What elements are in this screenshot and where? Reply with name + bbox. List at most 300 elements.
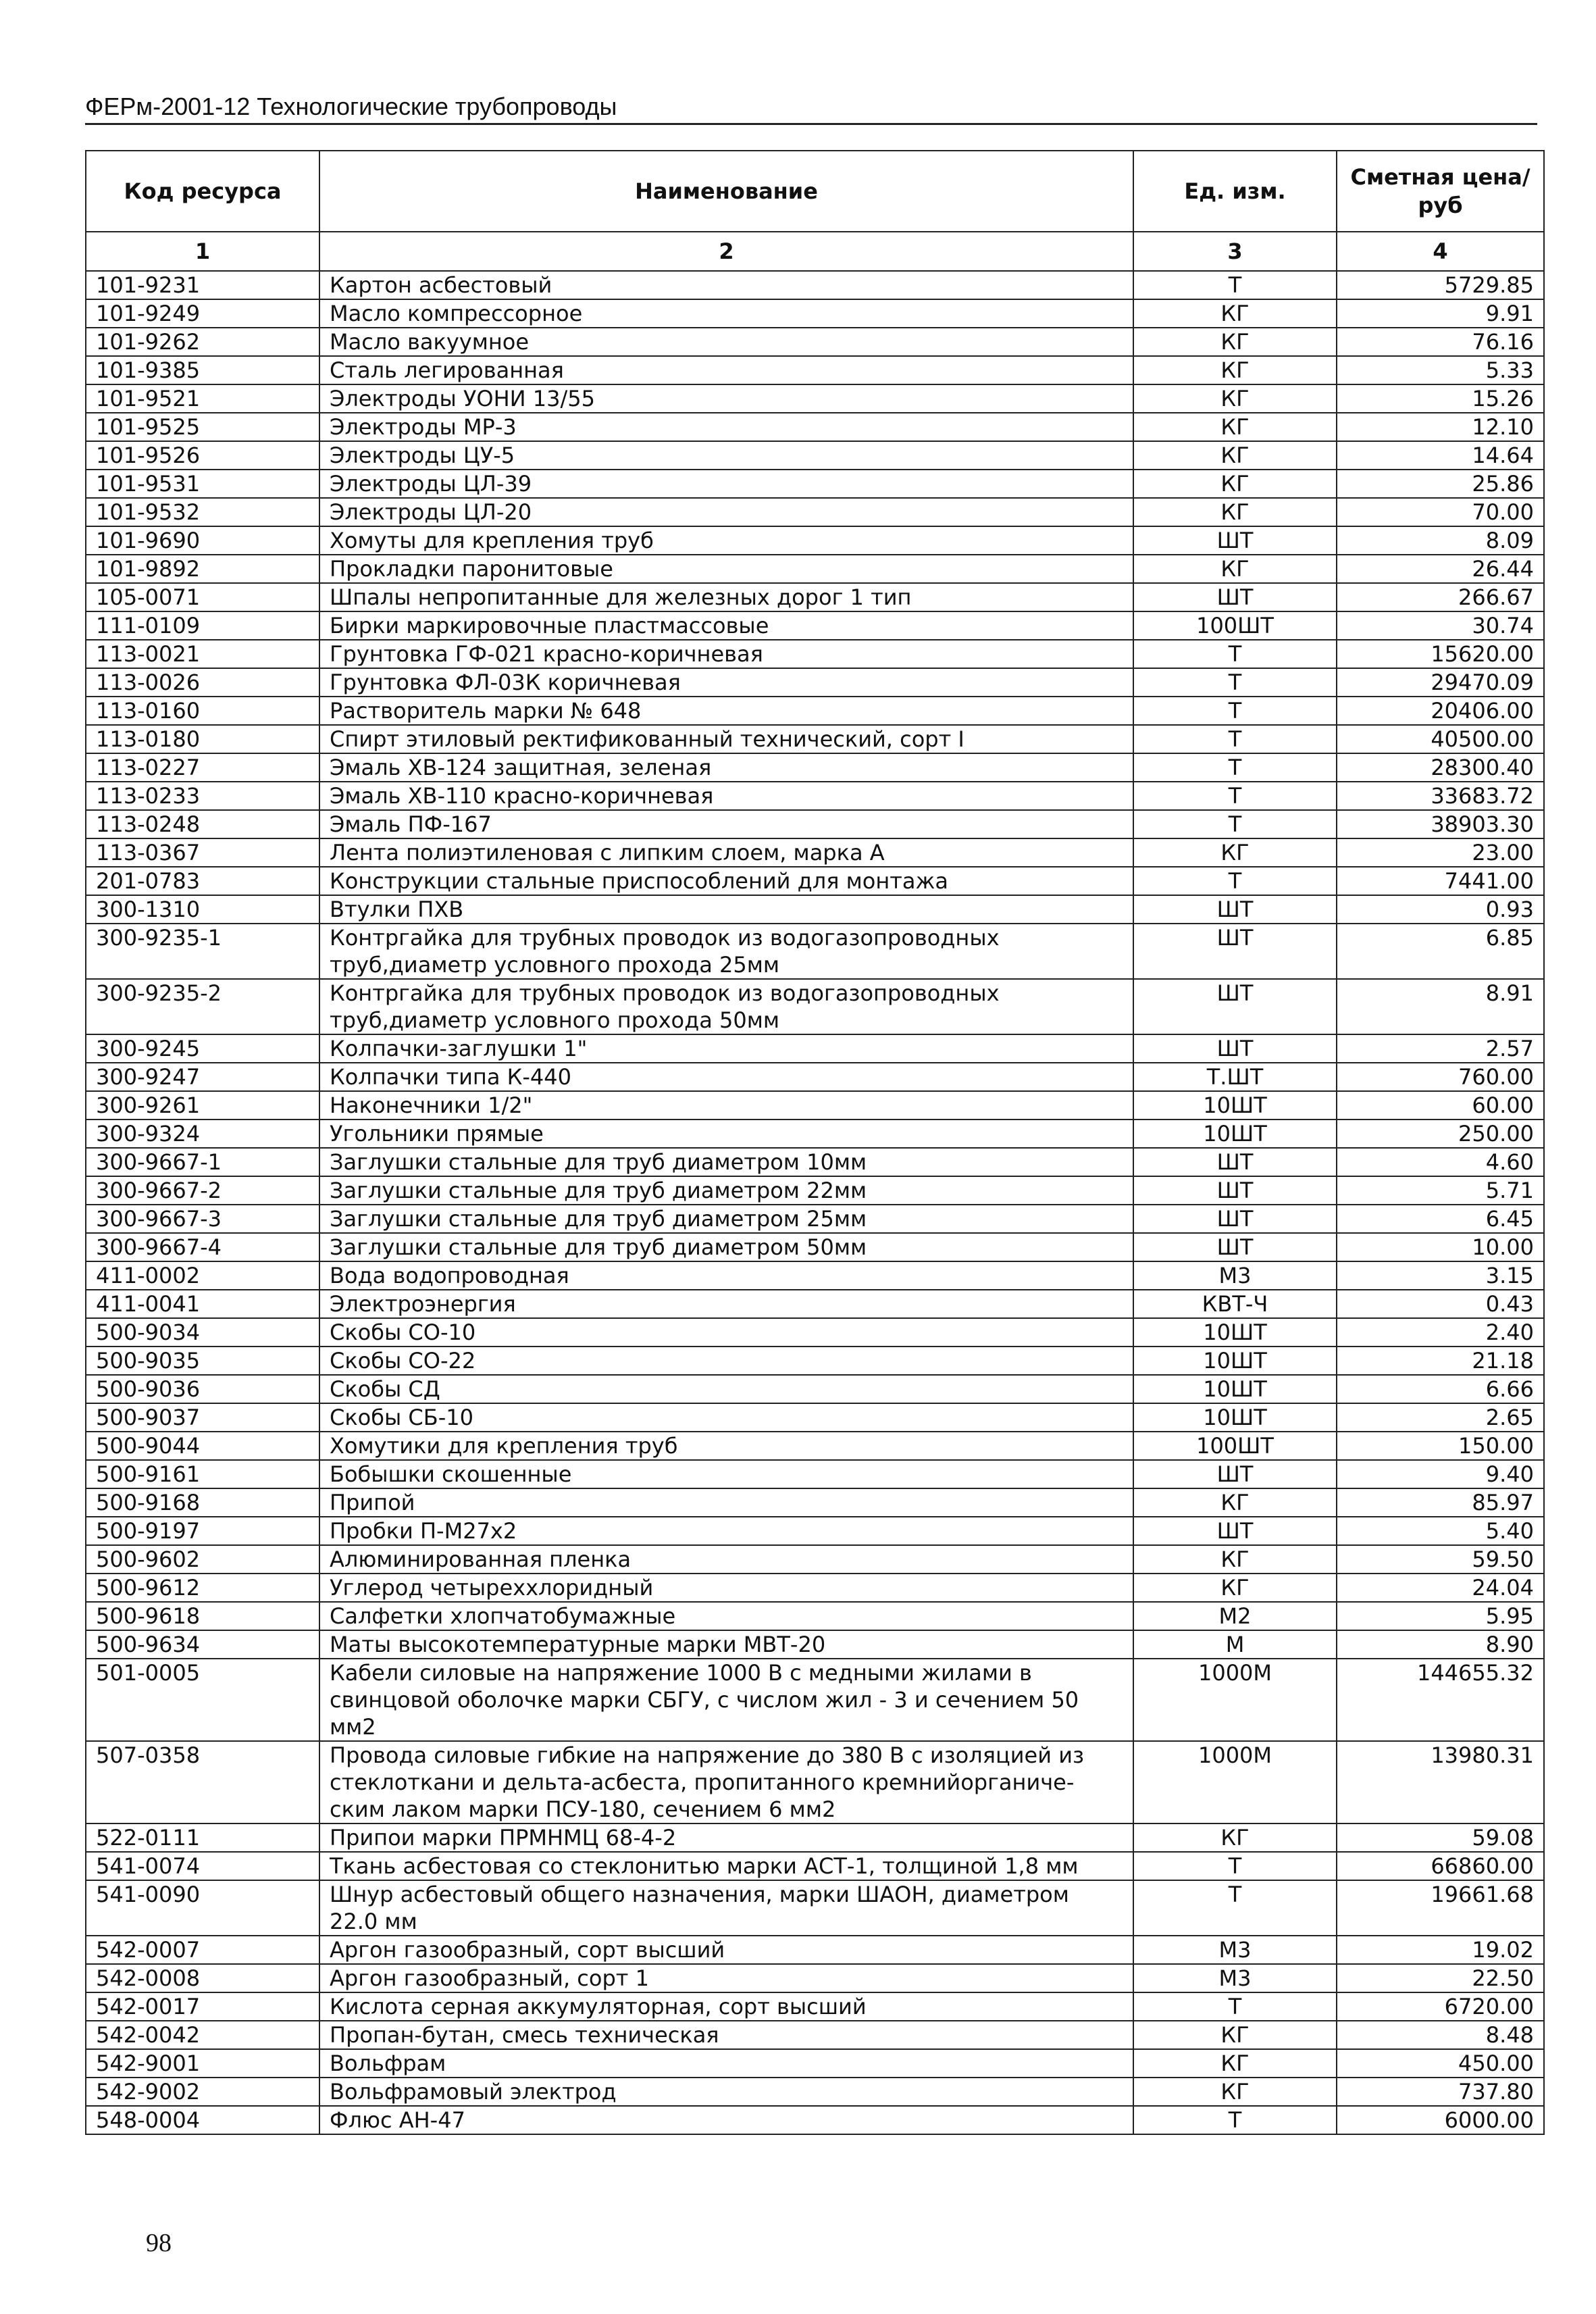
resource-unit: КГ <box>1133 328 1337 356</box>
table-row <box>86 1034 1544 1063</box>
table-row <box>86 2021 1544 2049</box>
resource-code: 300-9245 <box>86 1034 319 1063</box>
column-header-unit: Ед. изм. <box>1133 151 1337 232</box>
resource-unit: КГ <box>1133 356 1337 384</box>
resource-name: Хомуты для крепления труб <box>319 526 1133 555</box>
resource-code: 113-0180 <box>86 725 319 753</box>
resource-price: 6.85 <box>1337 924 1544 979</box>
table-row <box>86 526 1544 555</box>
table-row <box>86 1488 1544 1517</box>
table-row <box>86 2106 1544 2134</box>
resource-unit: КГ <box>1133 470 1337 498</box>
table-row <box>86 1823 1544 1852</box>
resource-name: Наконечники 1/2" <box>319 1091 1133 1120</box>
resource-name: Эмаль ПФ-167 <box>319 810 1133 838</box>
table-row <box>86 1347 1544 1375</box>
table-row <box>86 668 1544 697</box>
resource-price: 10.00 <box>1337 1233 1544 1261</box>
table-row <box>86 441 1544 470</box>
resource-name: Заглушки стальные для труб диаметром 10мм <box>319 1148 1133 1176</box>
resource-unit: КГ <box>1133 1488 1337 1517</box>
resource-name: Скобы СО-22 <box>319 1347 1133 1375</box>
table-row <box>86 1148 1544 1176</box>
column-header-code: Код ресурса <box>86 151 319 232</box>
resource-code: 542-0008 <box>86 1964 319 1992</box>
resource-price: 2.57 <box>1337 1034 1544 1063</box>
resource-unit: Т <box>1133 2106 1337 2134</box>
resource-name: Флюс АН-47 <box>319 2106 1133 2134</box>
resource-price: 24.04 <box>1337 1574 1544 1602</box>
resource-name: Электроды МР-3 <box>319 413 1133 441</box>
table-row <box>86 1992 1544 2021</box>
resource-code: 101-9690 <box>86 526 319 555</box>
resource-price: 6720.00 <box>1337 1992 1544 2021</box>
resource-unit: ШТ <box>1133 1148 1337 1176</box>
resource-name: Электроды ЦУ-5 <box>319 441 1133 470</box>
column-header-price: Сметная цена/руб <box>1337 151 1544 232</box>
resource-price: 6.66 <box>1337 1375 1544 1403</box>
resource-unit: Т <box>1133 1852 1337 1880</box>
table-row <box>86 1517 1544 1545</box>
resource-unit: 100ШТ <box>1133 611 1337 640</box>
resource-name: Бирки маркировочные пластмассовые <box>319 611 1133 640</box>
resource-price: 66860.00 <box>1337 1852 1544 1880</box>
resource-name: Электроды УОНИ 13/55 <box>319 384 1133 413</box>
resource-price: 30.74 <box>1337 611 1544 640</box>
resource-price: 15.26 <box>1337 384 1544 413</box>
resource-name: Пробки П-М27х2 <box>319 1517 1133 1545</box>
table-row <box>86 1574 1544 1602</box>
resource-code: 411-0002 <box>86 1261 319 1290</box>
resource-price: 28300.40 <box>1337 753 1544 782</box>
table-row <box>86 384 1544 413</box>
table-row <box>86 1403 1544 1432</box>
resource-price: 70.00 <box>1337 498 1544 526</box>
resource-code: 101-9231 <box>86 271 319 299</box>
resource-price: 8.91 <box>1337 979 1544 1034</box>
resource-name: Скобы СО-10 <box>319 1318 1133 1347</box>
resource-name: Контргайка для трубных проводок из водогазопроводных труб,диаметр условного прохода 50мм <box>319 979 1133 1034</box>
resource-code: 522-0111 <box>86 1823 319 1852</box>
resource-code: 113-0021 <box>86 640 319 668</box>
resource-price: 5.33 <box>1337 356 1544 384</box>
resource-name: Грунтовка ФЛ-03К коричневая <box>319 668 1133 697</box>
table-body <box>86 271 1544 2134</box>
resource-unit: Т <box>1133 867 1337 895</box>
resource-name: Шпалы непропитанные для железных дорог 1 тип <box>319 583 1133 611</box>
resource-name: Вольфрам <box>319 2049 1133 2078</box>
table-row <box>86 1375 1544 1403</box>
table-row <box>86 1176 1544 1205</box>
resource-name: Аргон газообразный, сорт 1 <box>319 1964 1133 1992</box>
table-row <box>86 328 1544 356</box>
resource-unit: ШТ <box>1133 924 1337 979</box>
resource-code: 113-0227 <box>86 753 319 782</box>
resource-name: Электроэнергия <box>319 1290 1133 1318</box>
resource-code: 101-9262 <box>86 328 319 356</box>
resource-code: 113-0233 <box>86 782 319 810</box>
resource-name: Хомутики для крепления труб <box>319 1432 1133 1460</box>
table-row <box>86 2078 1544 2106</box>
column-number-row <box>86 232 1544 271</box>
resource-code: 300-9667-1 <box>86 1148 319 1176</box>
resource-code: 500-9034 <box>86 1318 319 1347</box>
resource-unit: Т <box>1133 810 1337 838</box>
resource-name: Ткань асбестовая со стеклонитью марки АСТ-1, толщиной 1,8 мм <box>319 1852 1133 1880</box>
resource-unit: КГ <box>1133 413 1337 441</box>
resource-name: Алюминированная пленка <box>319 1545 1133 1574</box>
resource-price: 250.00 <box>1337 1120 1544 1148</box>
resource-price: 737.80 <box>1337 2078 1544 2106</box>
column-header-name: Наименование <box>319 151 1133 232</box>
resource-unit: КГ <box>1133 441 1337 470</box>
resource-code: 300-9667-3 <box>86 1205 319 1233</box>
resource-unit: КГ <box>1133 498 1337 526</box>
resource-name: Угольники прямые <box>319 1120 1133 1148</box>
resource-unit: М3 <box>1133 1936 1337 1964</box>
resource-unit: КГ <box>1133 1574 1337 1602</box>
resource-name: Бобышки скошенные <box>319 1460 1133 1488</box>
resource-name: Втулки ПХВ <box>319 895 1133 924</box>
resource-name: Конструкции стальные приспособлений для монтажа <box>319 867 1133 895</box>
table-row <box>86 895 1544 924</box>
table-row <box>86 2049 1544 2078</box>
table-row <box>86 753 1544 782</box>
resource-price: 19661.68 <box>1337 1880 1544 1936</box>
table-row <box>86 1120 1544 1148</box>
resource-name: Углерод четыреххлоридный <box>319 1574 1133 1602</box>
resource-name: Грунтовка ГФ-021 красно-коричневая <box>319 640 1133 668</box>
resource-code: 113-0026 <box>86 668 319 697</box>
resource-unit: КГ <box>1133 1545 1337 1574</box>
resource-unit: 10ШТ <box>1133 1091 1337 1120</box>
resource-price: 8.90 <box>1337 1630 1544 1659</box>
resource-price: 5.40 <box>1337 1517 1544 1545</box>
resource-price: 38903.30 <box>1337 810 1544 838</box>
table-row <box>86 1880 1544 1936</box>
resource-price: 760.00 <box>1337 1063 1544 1091</box>
resource-unit: ШТ <box>1133 526 1337 555</box>
resource-price: 13980.31 <box>1337 1741 1544 1823</box>
resource-name: Эмаль ХВ-124 защитная, зеленая <box>319 753 1133 782</box>
resource-code: 113-0160 <box>86 697 319 725</box>
table-row <box>86 1852 1544 1880</box>
resource-code: 300-9667-4 <box>86 1233 319 1261</box>
resource-code: 300-9235-2 <box>86 979 319 1034</box>
table-row <box>86 1318 1544 1347</box>
resource-code: 300-1310 <box>86 895 319 924</box>
resource-code: 101-9521 <box>86 384 319 413</box>
column-number-4: 4 <box>1337 232 1544 271</box>
resource-code: 500-9037 <box>86 1403 319 1432</box>
resource-price-table <box>85 150 1545 2135</box>
resource-code: 542-0017 <box>86 1992 319 2021</box>
resource-price: 144655.32 <box>1337 1659 1544 1741</box>
table-row <box>86 1233 1544 1261</box>
resource-unit: ШТ <box>1133 1517 1337 1545</box>
resource-name: Шнур асбестовый общего назначения, марки ШАОН, диаметром 22.0 мм <box>319 1880 1133 1936</box>
resource-unit: КГ <box>1133 2078 1337 2106</box>
resource-name: Вольфрамовый электрод <box>319 2078 1133 2106</box>
table-row <box>86 299 1544 328</box>
resource-name: Колпачки-заглушки 1" <box>319 1034 1133 1063</box>
resource-code: 541-0074 <box>86 1852 319 1880</box>
resource-price: 8.09 <box>1337 526 1544 555</box>
resource-unit: 10ШТ <box>1133 1403 1337 1432</box>
table-row <box>86 725 1544 753</box>
resource-price: 5.95 <box>1337 1602 1544 1630</box>
resource-price: 60.00 <box>1337 1091 1544 1120</box>
resource-price: 5729.85 <box>1337 271 1544 299</box>
resource-code: 201-0783 <box>86 867 319 895</box>
resource-code: 507-0358 <box>86 1741 319 1823</box>
resource-name: Электроды ЦЛ-39 <box>319 470 1133 498</box>
resource-code: 111-0109 <box>86 611 319 640</box>
resource-name: Электроды ЦЛ-20 <box>319 498 1133 526</box>
resource-price: 85.97 <box>1337 1488 1544 1517</box>
resource-price: 8.48 <box>1337 2021 1544 2049</box>
table-row <box>86 583 1544 611</box>
resource-name: Сталь легированная <box>319 356 1133 384</box>
resource-name: Эмаль ХВ-110 красно-коричневая <box>319 782 1133 810</box>
table-row <box>86 924 1544 979</box>
resource-unit: М3 <box>1133 1964 1337 1992</box>
resource-unit: 1000М <box>1133 1741 1337 1823</box>
resource-price: 6.45 <box>1337 1205 1544 1233</box>
resource-code: 542-9002 <box>86 2078 319 2106</box>
resource-unit: КГ <box>1133 384 1337 413</box>
table-row <box>86 271 1544 299</box>
page-header: ФЕРм-2001-12 Технологические трубопроводы <box>85 93 1537 125</box>
resource-code: 500-9168 <box>86 1488 319 1517</box>
resource-unit: Т <box>1133 271 1337 299</box>
resource-code: 500-9618 <box>86 1602 319 1630</box>
resource-code: 500-9036 <box>86 1375 319 1403</box>
resource-code: 500-9197 <box>86 1517 319 1545</box>
resource-unit: 100ШТ <box>1133 1432 1337 1460</box>
resource-code: 101-9532 <box>86 498 319 526</box>
resource-price: 2.40 <box>1337 1318 1544 1347</box>
table-row <box>86 1290 1544 1318</box>
resource-code: 113-0248 <box>86 810 319 838</box>
resource-code: 300-9247 <box>86 1063 319 1091</box>
resource-code: 101-9531 <box>86 470 319 498</box>
table-row <box>86 1602 1544 1630</box>
resource-unit: Т.ШТ <box>1133 1063 1337 1091</box>
resource-unit: Т <box>1133 753 1337 782</box>
resource-price: 21.18 <box>1337 1347 1544 1375</box>
resource-code: 542-9001 <box>86 2049 319 2078</box>
resource-price: 2.65 <box>1337 1403 1544 1432</box>
resource-name: Масло компрессорное <box>319 299 1133 328</box>
table-row <box>86 413 1544 441</box>
resource-name: Заглушки стальные для труб диаметром 25мм <box>319 1205 1133 1233</box>
resource-name: Аргон газообразный, сорт высший <box>319 1936 1133 1964</box>
table-row <box>86 1432 1544 1460</box>
resource-unit: Т <box>1133 782 1337 810</box>
table-row <box>86 1205 1544 1233</box>
resource-price: 9.91 <box>1337 299 1544 328</box>
table-row <box>86 1261 1544 1290</box>
resource-price: 20406.00 <box>1337 697 1544 725</box>
resource-code: 300-9261 <box>86 1091 319 1120</box>
resource-price: 450.00 <box>1337 2049 1544 2078</box>
page-number: 98 <box>146 2229 172 2257</box>
table-row <box>86 979 1544 1034</box>
resource-name: Колпачки типа К-440 <box>319 1063 1133 1091</box>
resource-price: 23.00 <box>1337 838 1544 867</box>
resource-price: 9.40 <box>1337 1460 1544 1488</box>
resource-unit: М2 <box>1133 1602 1337 1630</box>
resource-price: 150.00 <box>1337 1432 1544 1460</box>
resource-code: 101-9249 <box>86 299 319 328</box>
column-number-2: 2 <box>319 232 1133 271</box>
resource-code: 500-9035 <box>86 1347 319 1375</box>
resource-unit: КГ <box>1133 838 1337 867</box>
table-row <box>86 356 1544 384</box>
resource-price: 14.64 <box>1337 441 1544 470</box>
resource-code: 105-0071 <box>86 583 319 611</box>
resource-price: 76.16 <box>1337 328 1544 356</box>
resource-code: 541-0090 <box>86 1880 319 1936</box>
resource-unit: ШТ <box>1133 1205 1337 1233</box>
resource-unit: КГ <box>1133 1823 1337 1852</box>
table-row <box>86 1630 1544 1659</box>
resource-name: Вода водопроводная <box>319 1261 1133 1290</box>
resource-unit: Т <box>1133 668 1337 697</box>
resource-price: 266.67 <box>1337 583 1544 611</box>
resource-code: 500-9612 <box>86 1574 319 1602</box>
resource-price: 12.10 <box>1337 413 1544 441</box>
resource-code: 542-0042 <box>86 2021 319 2049</box>
resource-price: 22.50 <box>1337 1964 1544 1992</box>
resource-price: 33683.72 <box>1337 782 1544 810</box>
column-number-1: 1 <box>86 232 319 271</box>
resource-code: 101-9385 <box>86 356 319 384</box>
table-row <box>86 782 1544 810</box>
resource-code: 500-9161 <box>86 1460 319 1488</box>
resource-name: Картон асбестовый <box>319 271 1133 299</box>
resource-code: 101-9526 <box>86 441 319 470</box>
resource-name: Спирт этиловый ректификованный технический, сорт I <box>319 725 1133 753</box>
resource-name: Салфетки хлопчатобумажные <box>319 1602 1133 1630</box>
resource-unit: 10ШТ <box>1133 1120 1337 1148</box>
resource-price: 25.86 <box>1337 470 1544 498</box>
resource-price: 29470.09 <box>1337 668 1544 697</box>
resource-code: 300-9235-1 <box>86 924 319 979</box>
resource-price: 19.02 <box>1337 1936 1544 1964</box>
table-row <box>86 1545 1544 1574</box>
table-row <box>86 498 1544 526</box>
resource-unit: КГ <box>1133 555 1337 583</box>
resource-price: 6000.00 <box>1337 2106 1544 2134</box>
resource-code: 500-9044 <box>86 1432 319 1460</box>
resource-unit: Т <box>1133 640 1337 668</box>
table-row <box>86 838 1544 867</box>
resource-code: 542-0007 <box>86 1936 319 1964</box>
resource-unit: КГ <box>1133 2049 1337 2078</box>
resource-name: Маты высокотемпературные марки МВТ-20 <box>319 1630 1133 1659</box>
resource-unit: ШТ <box>1133 895 1337 924</box>
column-number-3: 3 <box>1133 232 1337 271</box>
table-row <box>86 810 1544 838</box>
resource-code: 113-0367 <box>86 838 319 867</box>
resource-name: Заглушки стальные для труб диаметром 22мм <box>319 1176 1133 1205</box>
resource-code: 411-0041 <box>86 1290 319 1318</box>
resource-unit: Т <box>1133 725 1337 753</box>
table-row <box>86 1659 1544 1741</box>
table-row <box>86 640 1544 668</box>
resource-unit: ШТ <box>1133 1034 1337 1063</box>
resource-name: Прокладки паронитовые <box>319 555 1133 583</box>
resource-unit: Т <box>1133 1880 1337 1936</box>
resource-name: Кабели силовые на напряжение 1000 В с медными жилами в свинцовой оболочке марки СБГУ, с числом жил - 3 и сечением 50 мм2 <box>319 1659 1133 1741</box>
resource-price: 0.93 <box>1337 895 1544 924</box>
table-row <box>86 1091 1544 1120</box>
resource-name: Пропан-бутан, смесь техническая <box>319 2021 1133 2049</box>
resource-name: Растворитель марки № 648 <box>319 697 1133 725</box>
resource-unit: М3 <box>1133 1261 1337 1290</box>
resource-price: 7441.00 <box>1337 867 1544 895</box>
resource-price: 4.60 <box>1337 1148 1544 1176</box>
resource-name: Скобы СБ-10 <box>319 1403 1133 1432</box>
resource-name: Лента полиэтиленовая с липким слоем, марка А <box>319 838 1133 867</box>
table-row <box>86 1460 1544 1488</box>
resource-code: 101-9525 <box>86 413 319 441</box>
table-row <box>86 697 1544 725</box>
resource-unit: Т <box>1133 1992 1337 2021</box>
resource-price: 3.15 <box>1337 1261 1544 1290</box>
resource-unit: КГ <box>1133 299 1337 328</box>
resource-name: Кислота серная аккумуляторная, сорт высший <box>319 1992 1133 2021</box>
table-row <box>86 1964 1544 1992</box>
resource-unit: ШТ <box>1133 1233 1337 1261</box>
resource-price: 0.43 <box>1337 1290 1544 1318</box>
resource-unit: М <box>1133 1630 1337 1659</box>
resource-price: 15620.00 <box>1337 640 1544 668</box>
resource-price: 26.44 <box>1337 555 1544 583</box>
table-row <box>86 611 1544 640</box>
resource-unit: ШТ <box>1133 1460 1337 1488</box>
resource-name: Контргайка для трубных проводок из водогазопроводных труб,диаметр условного прохода 25мм <box>319 924 1133 979</box>
resource-name: Масло вакуумное <box>319 328 1133 356</box>
resource-name: Припой <box>319 1488 1133 1517</box>
resource-code: 101-9892 <box>86 555 319 583</box>
table-row <box>86 555 1544 583</box>
resource-unit: 10ШТ <box>1133 1318 1337 1347</box>
resource-code: 500-9602 <box>86 1545 319 1574</box>
resource-code: 500-9634 <box>86 1630 319 1659</box>
resource-unit: Т <box>1133 697 1337 725</box>
resource-price: 5.71 <box>1337 1176 1544 1205</box>
table-row <box>86 1936 1544 1964</box>
resource-code: 300-9667-2 <box>86 1176 319 1205</box>
resource-code: 501-0005 <box>86 1659 319 1741</box>
resource-unit: 1000М <box>1133 1659 1337 1741</box>
resource-unit: КВТ-Ч <box>1133 1290 1337 1318</box>
resource-unit: 10ШТ <box>1133 1347 1337 1375</box>
resource-unit: КГ <box>1133 2021 1337 2049</box>
resource-code: 300-9324 <box>86 1120 319 1148</box>
resource-name: Заглушки стальные для труб диаметром 50мм <box>319 1233 1133 1261</box>
resource-name: Припои марки ПРМНМЦ 68-4-2 <box>319 1823 1133 1852</box>
resource-unit: 10ШТ <box>1133 1375 1337 1403</box>
resource-price: 40500.00 <box>1337 725 1544 753</box>
resource-price: 59.50 <box>1337 1545 1544 1574</box>
resource-unit: ШТ <box>1133 979 1337 1034</box>
resource-price: 59.08 <box>1337 1823 1544 1852</box>
table-header-row <box>86 151 1544 232</box>
